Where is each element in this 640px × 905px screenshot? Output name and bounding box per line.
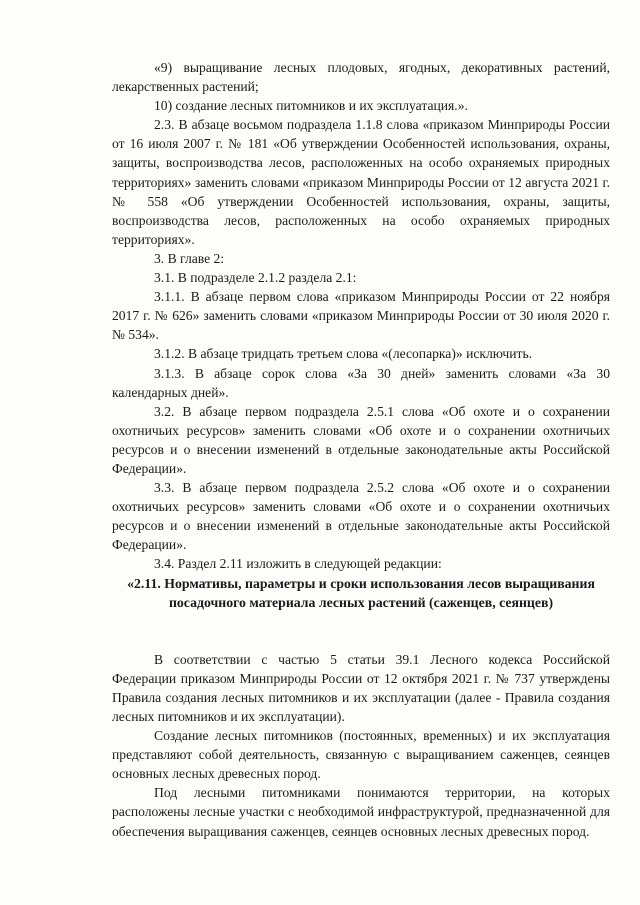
paragraph-3-4: 3.4. Раздел 2.11 изложить в следующей редакции: (154, 556, 442, 572)
document-body (112, 58, 610, 841)
paragraph-item-10: 10) создание лесных питомников и их эксплуатация.». (154, 98, 468, 114)
paragraph-nursery-creation: Создание лесных питомников (постоянных, временных) и их эксплуатация представляют собой деятельность, связанную с выращиванием саженцев, сеянцев основных лесных древесных пород. (112, 728, 610, 782)
paragraph-3-2: 3.2. В абзаце первом подраздела 2.5.1 слова «Об охоте и о сохранении охотничьих ресурсов» заменить словами «Об охоте и о сохранении охотничьих ресурсов и о внесении изменений в отдельные законодательные акты Российской Федерации». (112, 403, 610, 476)
paragraph-nursery-definition: Под лесными питомниками понимаются территории, на которых расположены лесные участки с необходимой инфраструктурой, предназначенной для обеспечения выращивания саженцев, сеянцев основных лесных древесных пород. (112, 785, 610, 839)
paragraph-3-1-1: 3.1.1. В абзаце первом слова «приказом Минприроды России от 22 ноября 2017 г. № 626» заменить словами «приказом Минприроды России от 30 июля 2020 г. № 534». (112, 289, 610, 343)
section-heading: «2.11. Нормативы, параметры и сроки использования лесов выращивания посадочного материала лесных растений (саженцев, сеянцев) (127, 575, 595, 610)
paragraph-3-1-2: 3.1.2. В абзаце тридцать третьем слова «(лесопарка)» исключить. (154, 346, 533, 362)
paragraph-3-1-3: 3.1.3. В абзаце сорок слова «За 30 дней» заменить словами «За 30 календарных дней». (112, 365, 610, 400)
section-spacer (112, 612, 610, 650)
paragraph-2-3: 2.3. В абзаце восьмом подраздела 1.1.8 слова «приказом Минприроды России от 16 июля 2007 г. № 181 «Об утверждении Особенностей использования, охраны, защиты, воспроизводства лесов, расположенных на особо охраняемых природных территориях» заменить словами «приказом Минприроды России от 12 августа 2021 г. № 558 «Об утверждении Особенностей использования, охраны, защиты, воспроизводства лесов, расположенных на особо охраняемых природных территориях». (112, 117, 610, 247)
paragraph-regulation-basis: В соответствии с частью 5 статьи 39.1 Лесного кодекса Российской Федерации приказом Минприроды России от 12 октября 2021 г. № 737 утверждены Правила создания лесных питомников и их эксплуатации (далее - Правила создания лесных питомников и их эксплуатации). (112, 651, 610, 724)
paragraph-item-9: «9) выращивание лесных плодовых, ягодных, декоративных растений, лекарственных растений; (112, 60, 610, 95)
paragraph-3-1: 3.1. В подразделе 2.1.2 раздела 2.1: (154, 270, 357, 286)
paragraph-3-3: 3.3. В абзаце первом подраздела 2.5.2 слова «Об охоте и о сохранении охотничьих ресурсов» заменить словами «Об охоте и о сохранении охотничьих ресурсов и о внесении изменений в отдельные законодательные акты Российской Федерации». (112, 480, 610, 553)
paragraph-3: 3. В главе 2: (154, 250, 225, 266)
